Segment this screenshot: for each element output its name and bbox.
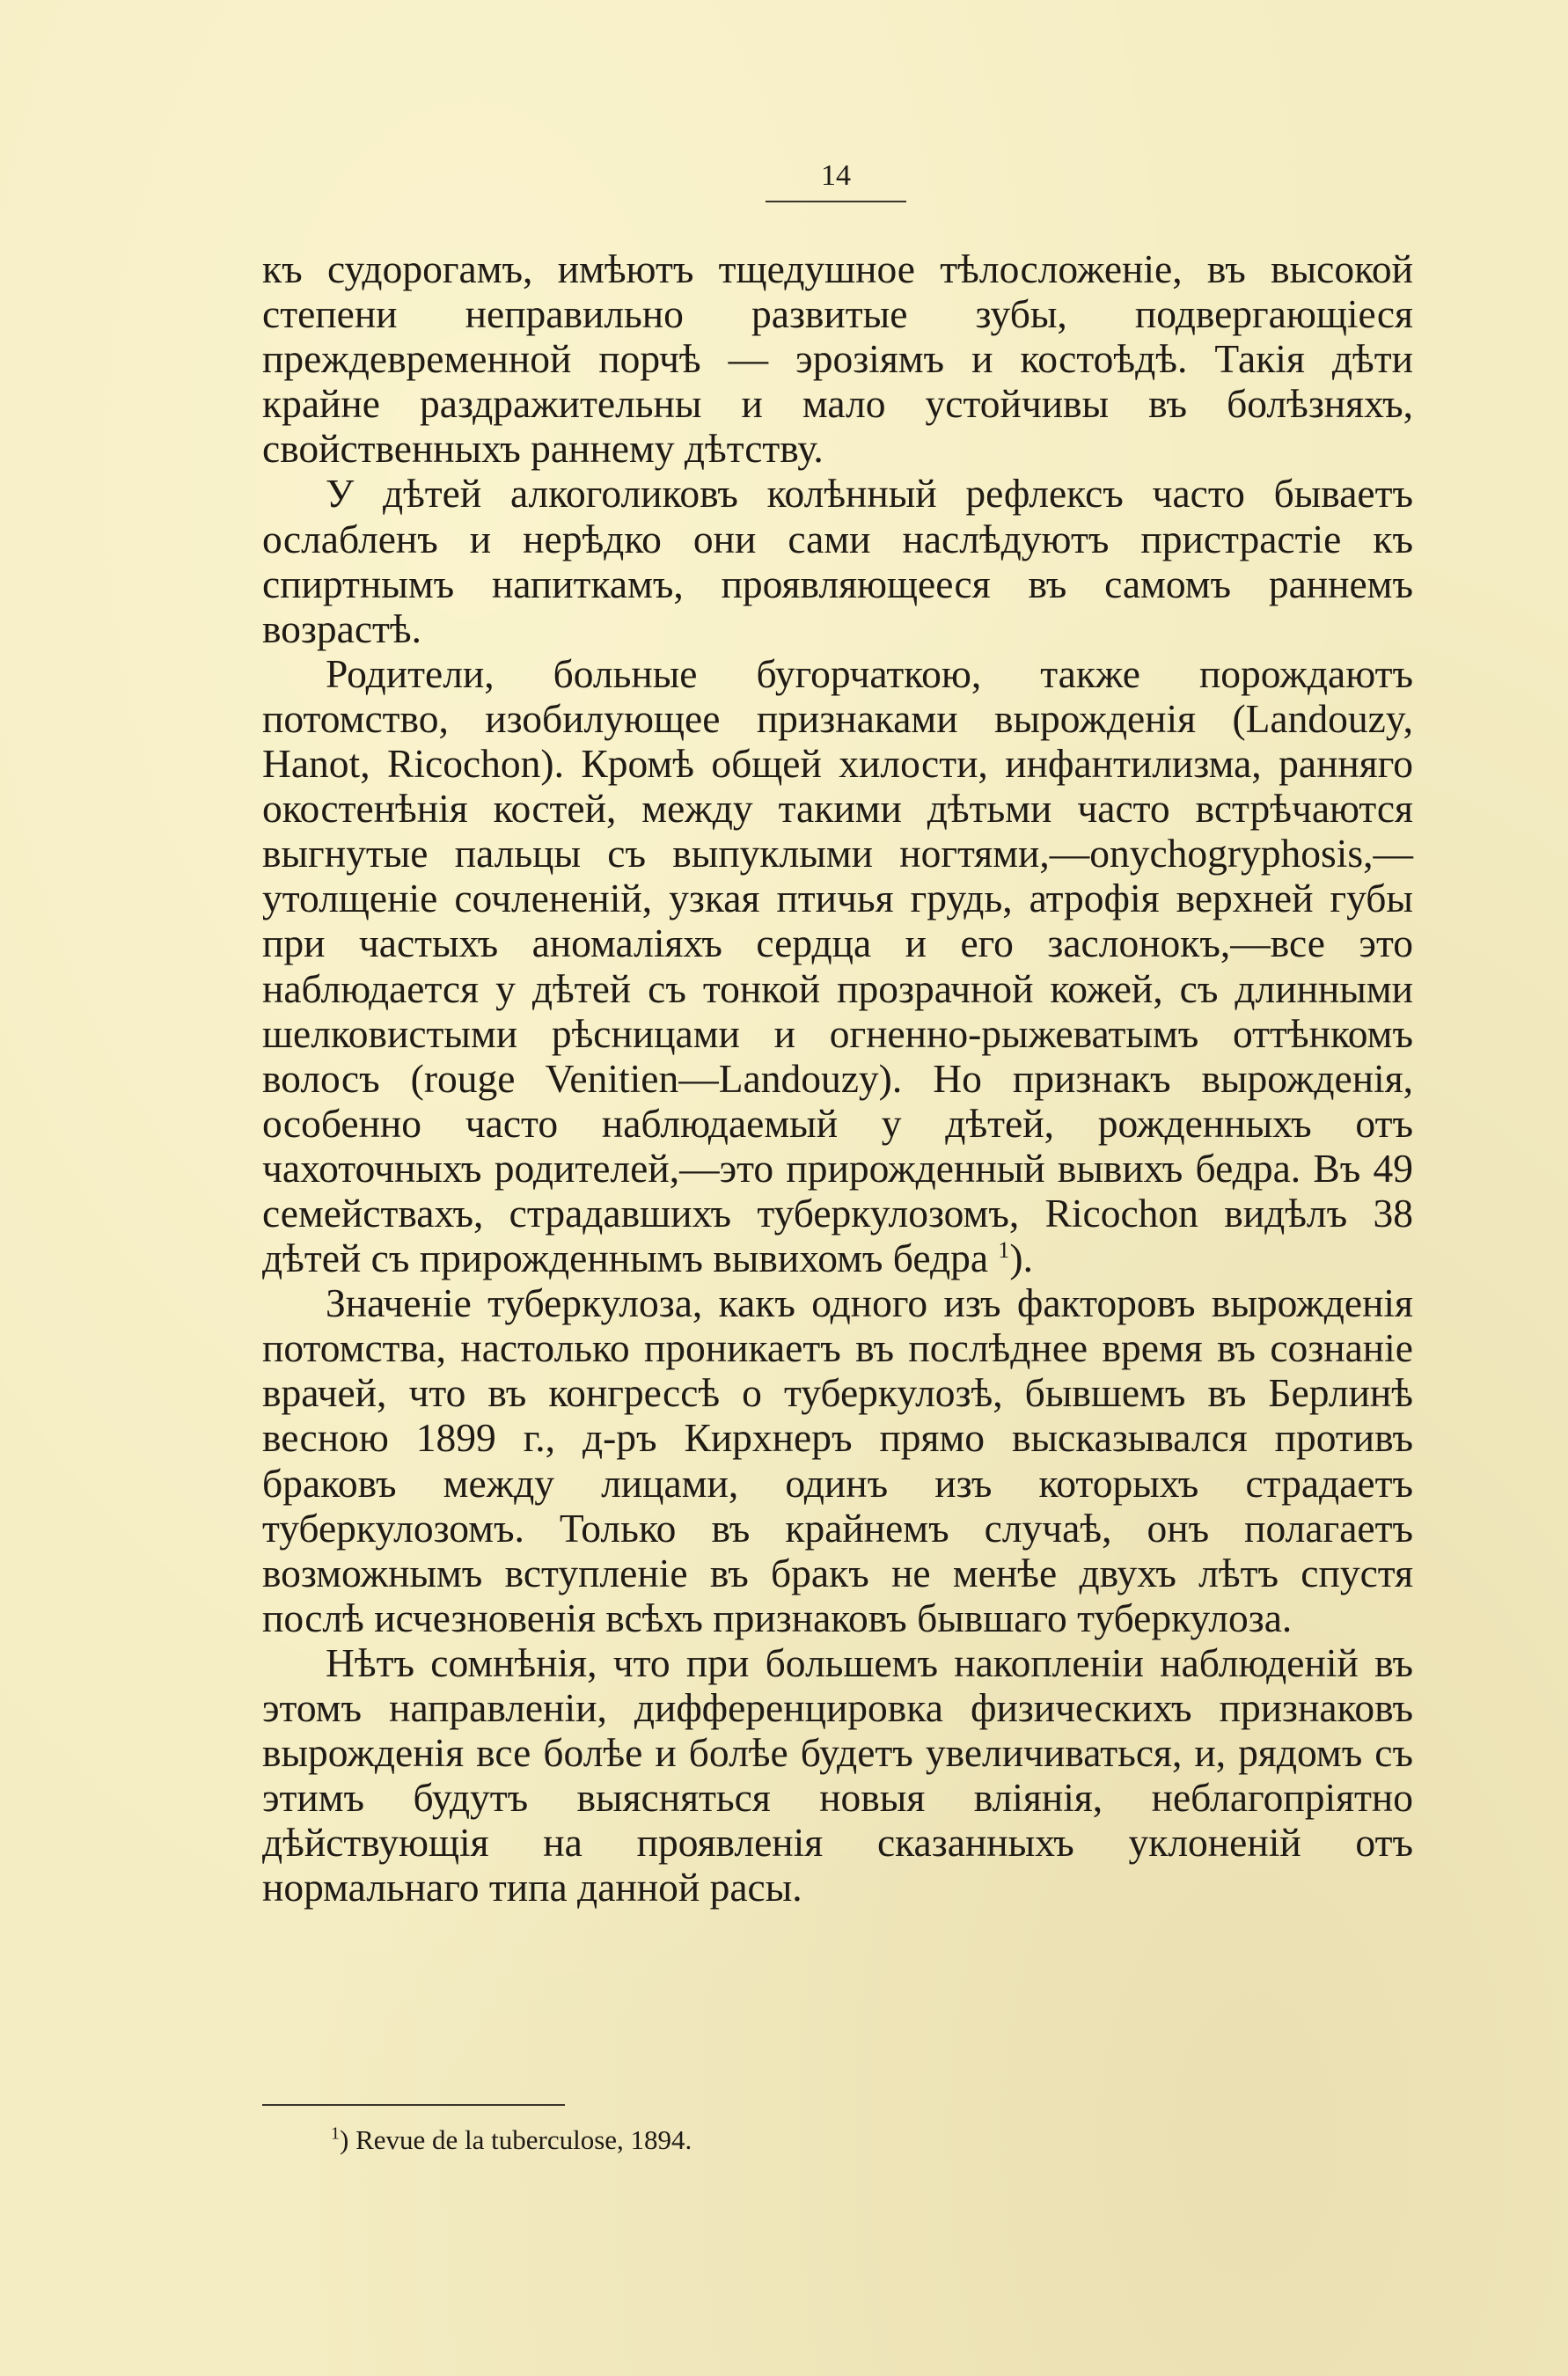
footnote-marker: 1 bbox=[331, 2123, 340, 2144]
body-text bbox=[262, 246, 1413, 1910]
paragraph-1: къ судорогамъ, имѣютъ тщедушное тѣлосложеніе, въ высокой степени неправильно развитые зубы, подвергающіеся преждевременной порчѣ — эрозіямъ и костоѣдѣ. Такія дѣти крайне раздражительны и мало устойчивы въ болѣзняхъ, свойственныхъ раннему дѣтству. bbox=[262, 246, 1413, 472]
header-rule bbox=[766, 201, 906, 202]
page-number: 14 bbox=[821, 159, 851, 192]
footnote-reference: 1 bbox=[998, 1236, 1010, 1263]
paragraph-3-text: Родители, больные бугорчаткою, также порождаютъ потомство, изобилующее признаками вырожденія (Landouzy, Hanot, Ricochon). Кромѣ общей хилости, инфантилизма, ранняго окостенѣнія костей, между такими дѣтьми часто встрѣчаются выгнутые пальцы съ выпуклыми ногтями,—onychogryphosis,—утолщеніе сочлененій, узкая птичья грудь, атрофія верхней губы при частыхъ аномаліяхъ сердца и его заслонокъ,—все это наблюдается у дѣтей съ тонкой прозрачной кожей, съ длинными шелковистыми рѣсницами и огненно-рыжеватымъ оттѣнкомъ волосъ (rouge Venitien—Landouzy). Но признакъ вырожденія, особенно часто наблюдаемый у дѣтей, рожденныхъ отъ чахоточныхъ родителей,—это прирожденный вывихъ бедра. Въ 49 семействахъ, страдавшихъ туберкулозомъ, Ricochon видѣлъ 38 дѣтей съ прирожденнымъ вывихомъ бедра bbox=[262, 650, 1413, 1281]
paragraph-4: Значеніе туберкулоза, какъ одного изъ факторовъ вырожденія потомства, настолько проникаетъ въ послѣднее время въ сознаніе врачей, что въ конгрессѣ о туберкулозѣ, бывшемъ въ Берлинѣ весною 1899 г., д-ръ Кирхнеръ прямо высказывался противъ браковъ между лицами, одинъ изъ которыхъ страдаетъ туберкулозомъ. Только въ крайнемъ случаѣ, онъ полагаетъ возможнымъ вступленіе въ бракъ не менѣе двухъ лѣтъ спустя послѣ исчезновенія всѣхъ признаковъ бывшаго туберкулоза. bbox=[262, 1280, 1413, 1640]
footnote bbox=[331, 2123, 1211, 2158]
footnote-reference-tail: ). bbox=[1009, 1236, 1033, 1281]
footnote-rule bbox=[262, 2104, 565, 2106]
paragraph-3 bbox=[262, 651, 1413, 1280]
paragraph-5: Нѣтъ сомнѣнія, что при большемъ накопленіи наблюденій въ этомъ направленіи, дифференцировка физическихъ признаковъ вырожденія все болѣе и болѣе будетъ увеличиваться, и, рядомъ съ этимъ будутъ выясняться новыя вліянія, неблагопріятно дѣйствующія на проявленія сказанныхъ уклоненій отъ нормальнаго типа данной расы. bbox=[262, 1639, 1413, 1910]
paragraph-2: У дѣтей алкоголиковъ колѣнный рефлексъ часто бываетъ ослабленъ и нерѣдко они сами наслѣдуютъ пристрастіе къ спиртнымъ напиткамъ, проявляющееся въ самомъ раннемъ возрастѣ. bbox=[262, 471, 1413, 651]
footnote-text: ) Revue de la tuberculose, 1894. bbox=[340, 2124, 692, 2155]
